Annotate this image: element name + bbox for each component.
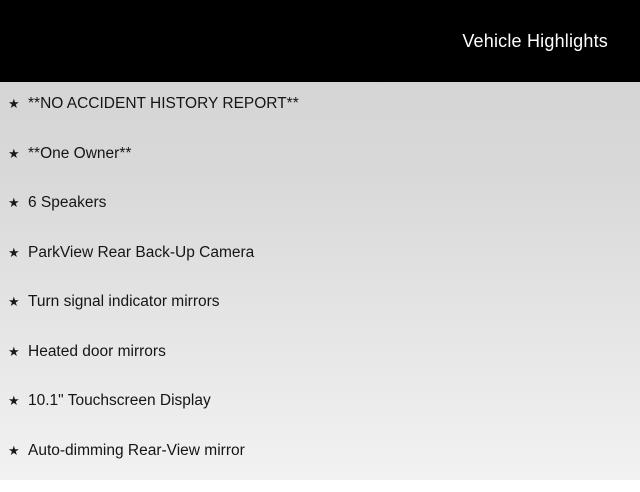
- list-item: [0, 245, 640, 295]
- list-item: [0, 146, 640, 196]
- star-icon: ★: [8, 196, 28, 209]
- list-item: [0, 344, 640, 394]
- highlights-list: [0, 82, 640, 492]
- list-item-label: **NO ACCIDENT HISTORY REPORT**: [28, 96, 299, 112]
- list-item-label: 10.1" Touchscreen Display: [28, 393, 211, 409]
- list-item: [0, 443, 640, 492]
- list-item-label: **One Owner**: [28, 146, 131, 162]
- star-icon: ★: [8, 345, 28, 358]
- list-item: [0, 96, 640, 146]
- star-icon: ★: [8, 147, 28, 160]
- page-title: Vehicle Highlights: [462, 32, 608, 50]
- star-icon: ★: [8, 246, 28, 259]
- star-icon: ★: [8, 394, 28, 407]
- list-item-label: ParkView Rear Back-Up Camera: [28, 245, 254, 261]
- star-icon: ★: [8, 444, 28, 457]
- list-item-label: Auto-dimming Rear-View mirror: [28, 443, 245, 459]
- star-icon: ★: [8, 97, 28, 110]
- list-item: [0, 294, 640, 344]
- list-item: [0, 195, 640, 245]
- list-item-label: Turn signal indicator mirrors: [28, 294, 220, 310]
- list-item: [0, 393, 640, 443]
- list-item-label: 6 Speakers: [28, 195, 106, 211]
- page-header: [0, 0, 640, 82]
- star-icon: ★: [8, 295, 28, 308]
- list-item-label: Heated door mirrors: [28, 344, 166, 360]
